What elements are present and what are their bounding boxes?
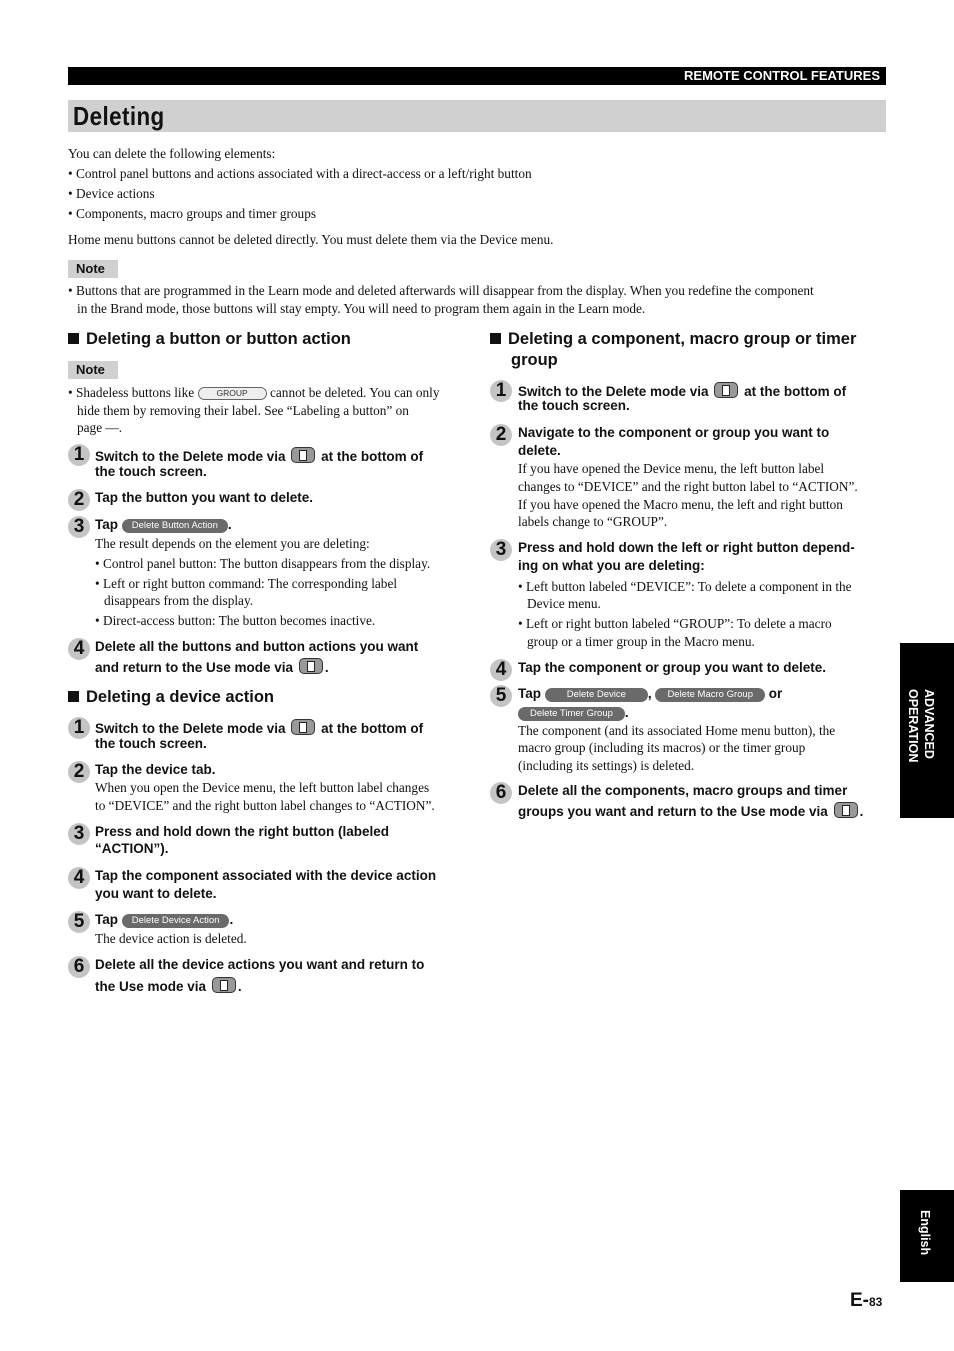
note-text: • Shadeless buttons like GROUP cannot be deleted. You can only xyxy=(68,385,440,400)
step-text: you want to delete. xyxy=(95,886,217,901)
step-bullet: • Control panel button: The button disappears from the display. xyxy=(95,556,431,571)
section-heading: Deleting a device action xyxy=(68,687,274,708)
step-number: 4 xyxy=(490,659,512,681)
side-tab-advanced-operation: ADVANCED OPERATION xyxy=(900,643,954,818)
step-text: “ACTION”). xyxy=(95,841,169,856)
square-bullet-icon xyxy=(68,333,79,344)
step-desc: macro group (including its macros) or the timer group xyxy=(518,740,806,755)
step-desc: changes to “DEVICE” and the right button label to “ACTION”. xyxy=(518,479,858,494)
step-text: Switch to the Delete mode via at the bottom of xyxy=(95,449,424,464)
step-text: Navigate to the component or group you want to xyxy=(518,425,830,440)
step-desc: (including its settings) is deleted. xyxy=(518,758,695,773)
step-desc: The device action is deleted. xyxy=(95,931,247,946)
mode-button-icon xyxy=(212,977,236,993)
mode-button-icon xyxy=(291,719,315,735)
side-tab-language: English xyxy=(900,1190,954,1282)
step-text: Switch to the Delete mode via at the bottom of xyxy=(95,721,424,736)
step-desc: labels change to “GROUP”. xyxy=(518,514,668,529)
step-text: Press and hold down the right button (labeled xyxy=(95,824,390,839)
step-bullet: • Direct-access button: The button becomes inactive. xyxy=(95,613,376,628)
section-heading: Deleting a component, macro group or timer xyxy=(490,329,856,350)
square-bullet-icon xyxy=(490,333,501,344)
step-bullet: group or a timer group in the Macro menu. xyxy=(527,634,755,649)
step-number: 2 xyxy=(68,489,90,511)
delete-button-action-button: Delete Button Action xyxy=(122,519,228,533)
note-text: in the Brand mode, those buttons will stay empty. You will need to program them again in the Learn mode. xyxy=(77,301,646,316)
step-text: Tap the component or group you want to delete. xyxy=(518,660,827,675)
step-bullet: • Left or right button command: The corresponding label xyxy=(95,576,398,591)
note-label: Note xyxy=(68,361,118,379)
step-number: 3 xyxy=(68,516,90,538)
mode-button-icon xyxy=(714,382,738,398)
step-text: Switch to the Delete mode via at the bottom of xyxy=(518,384,847,399)
step-desc: The result depends on the element you are deleting: xyxy=(95,536,370,551)
intro-item: • Device actions xyxy=(68,186,155,201)
step-number: 4 xyxy=(68,867,90,889)
step-text: Tap Delete Device , Delete Macro Group or xyxy=(518,686,783,701)
step-text: the Use mode via . xyxy=(95,979,242,994)
mode-button-icon xyxy=(299,658,323,674)
note-label: Note xyxy=(68,260,118,278)
step-number: 1 xyxy=(68,444,90,466)
step-bullet: • Left or right button labeled “GROUP”: To delete a macro xyxy=(518,616,832,631)
step-number: 1 xyxy=(490,380,512,402)
section-title: REMOTE CONTROL FEATURES xyxy=(684,68,880,83)
step-text: the touch screen. xyxy=(518,398,630,413)
step-text: delete. xyxy=(518,443,561,458)
page-title: Deleting xyxy=(73,101,165,131)
step-text: Tap the device tab. xyxy=(95,762,216,777)
delete-timer-group-button: Delete Timer Group xyxy=(518,707,625,721)
step-number: 6 xyxy=(490,782,512,804)
step-number: 3 xyxy=(68,823,90,845)
step-number: 2 xyxy=(68,761,90,783)
step-bullet: • Left button labeled “DEVICE”: To delete a component in the xyxy=(518,579,852,594)
step-text: Tap Delete Button Action . xyxy=(95,517,232,532)
intro-lead: You can delete the following elements: xyxy=(68,146,276,161)
section-heading: Deleting a button or button action xyxy=(68,329,351,350)
step-desc: If you have opened the Macro menu, the left and right button xyxy=(518,497,843,512)
mode-button-icon xyxy=(291,447,315,463)
step-number: 5 xyxy=(490,685,512,707)
step-text: Tap the button you want to delete. xyxy=(95,490,313,505)
page-title-bar xyxy=(68,100,886,132)
section-header-bar xyxy=(68,67,886,85)
step-number: 5 xyxy=(68,911,90,933)
home-menu-note: Home menu buttons cannot be deleted directly. You must delete them via the Device menu. xyxy=(68,232,554,247)
intro-item: • Control panel buttons and actions associated with a direct-access or a left/right button xyxy=(68,166,532,181)
step-bullet: disappears from the display. xyxy=(104,593,254,608)
step-text: Delete Timer Group . xyxy=(518,704,629,722)
intro-item: • Components, macro groups and timer groups xyxy=(68,206,317,221)
square-bullet-icon xyxy=(68,691,79,702)
step-text: ing on what you are deleting: xyxy=(518,558,705,573)
step-desc: When you open the Device menu, the left button label changes xyxy=(95,780,430,795)
step-desc: to “DEVICE” and the right button label changes to “ACTION”. xyxy=(95,798,435,813)
step-number: 2 xyxy=(490,424,512,446)
step-number: 4 xyxy=(68,638,90,660)
note-text: • Buttons that are programmed in the Learn mode and deleted afterwards will disappear from the display. When you redefine the component xyxy=(68,283,814,298)
step-text: the touch screen. xyxy=(95,736,207,751)
step-text: the touch screen. xyxy=(95,464,207,479)
page-number: E-83 xyxy=(850,1290,883,1311)
delete-device-button: Delete Device xyxy=(545,688,648,702)
mode-button-icon xyxy=(834,802,858,818)
step-text: groups you want and return to the Use mode via . xyxy=(518,804,864,819)
step-text: Delete all the device actions you want and return to xyxy=(95,957,425,972)
step-desc: The component (and its associated Home menu button), the xyxy=(518,723,836,738)
step-text: Delete all the components, macro groups and timer xyxy=(518,783,848,798)
step-text: Delete all the buttons and button actions you want xyxy=(95,639,419,654)
step-text: Press and hold down the left or right button depend- xyxy=(518,540,855,555)
step-text: Tap the component associated with the device action xyxy=(95,868,437,883)
delete-macro-group-button: Delete Macro Group xyxy=(655,688,765,702)
step-desc: If you have opened the Device menu, the left button label xyxy=(518,461,825,476)
group-button-sample: GROUP xyxy=(198,387,267,400)
step-text: Tap Delete Device Action . xyxy=(95,912,234,927)
note-text: hide them by removing their label. See “Labeling a button” on xyxy=(77,403,409,418)
delete-device-action-button: Delete Device Action xyxy=(122,914,230,928)
step-number: 6 xyxy=(68,956,90,978)
note-text: page —. xyxy=(77,420,123,435)
step-number: 3 xyxy=(490,539,512,561)
step-text: and return to the Use mode via . xyxy=(95,660,329,675)
step-number: 1 xyxy=(68,717,90,739)
section-heading: group xyxy=(511,351,558,369)
step-bullet: Device menu. xyxy=(527,596,601,611)
